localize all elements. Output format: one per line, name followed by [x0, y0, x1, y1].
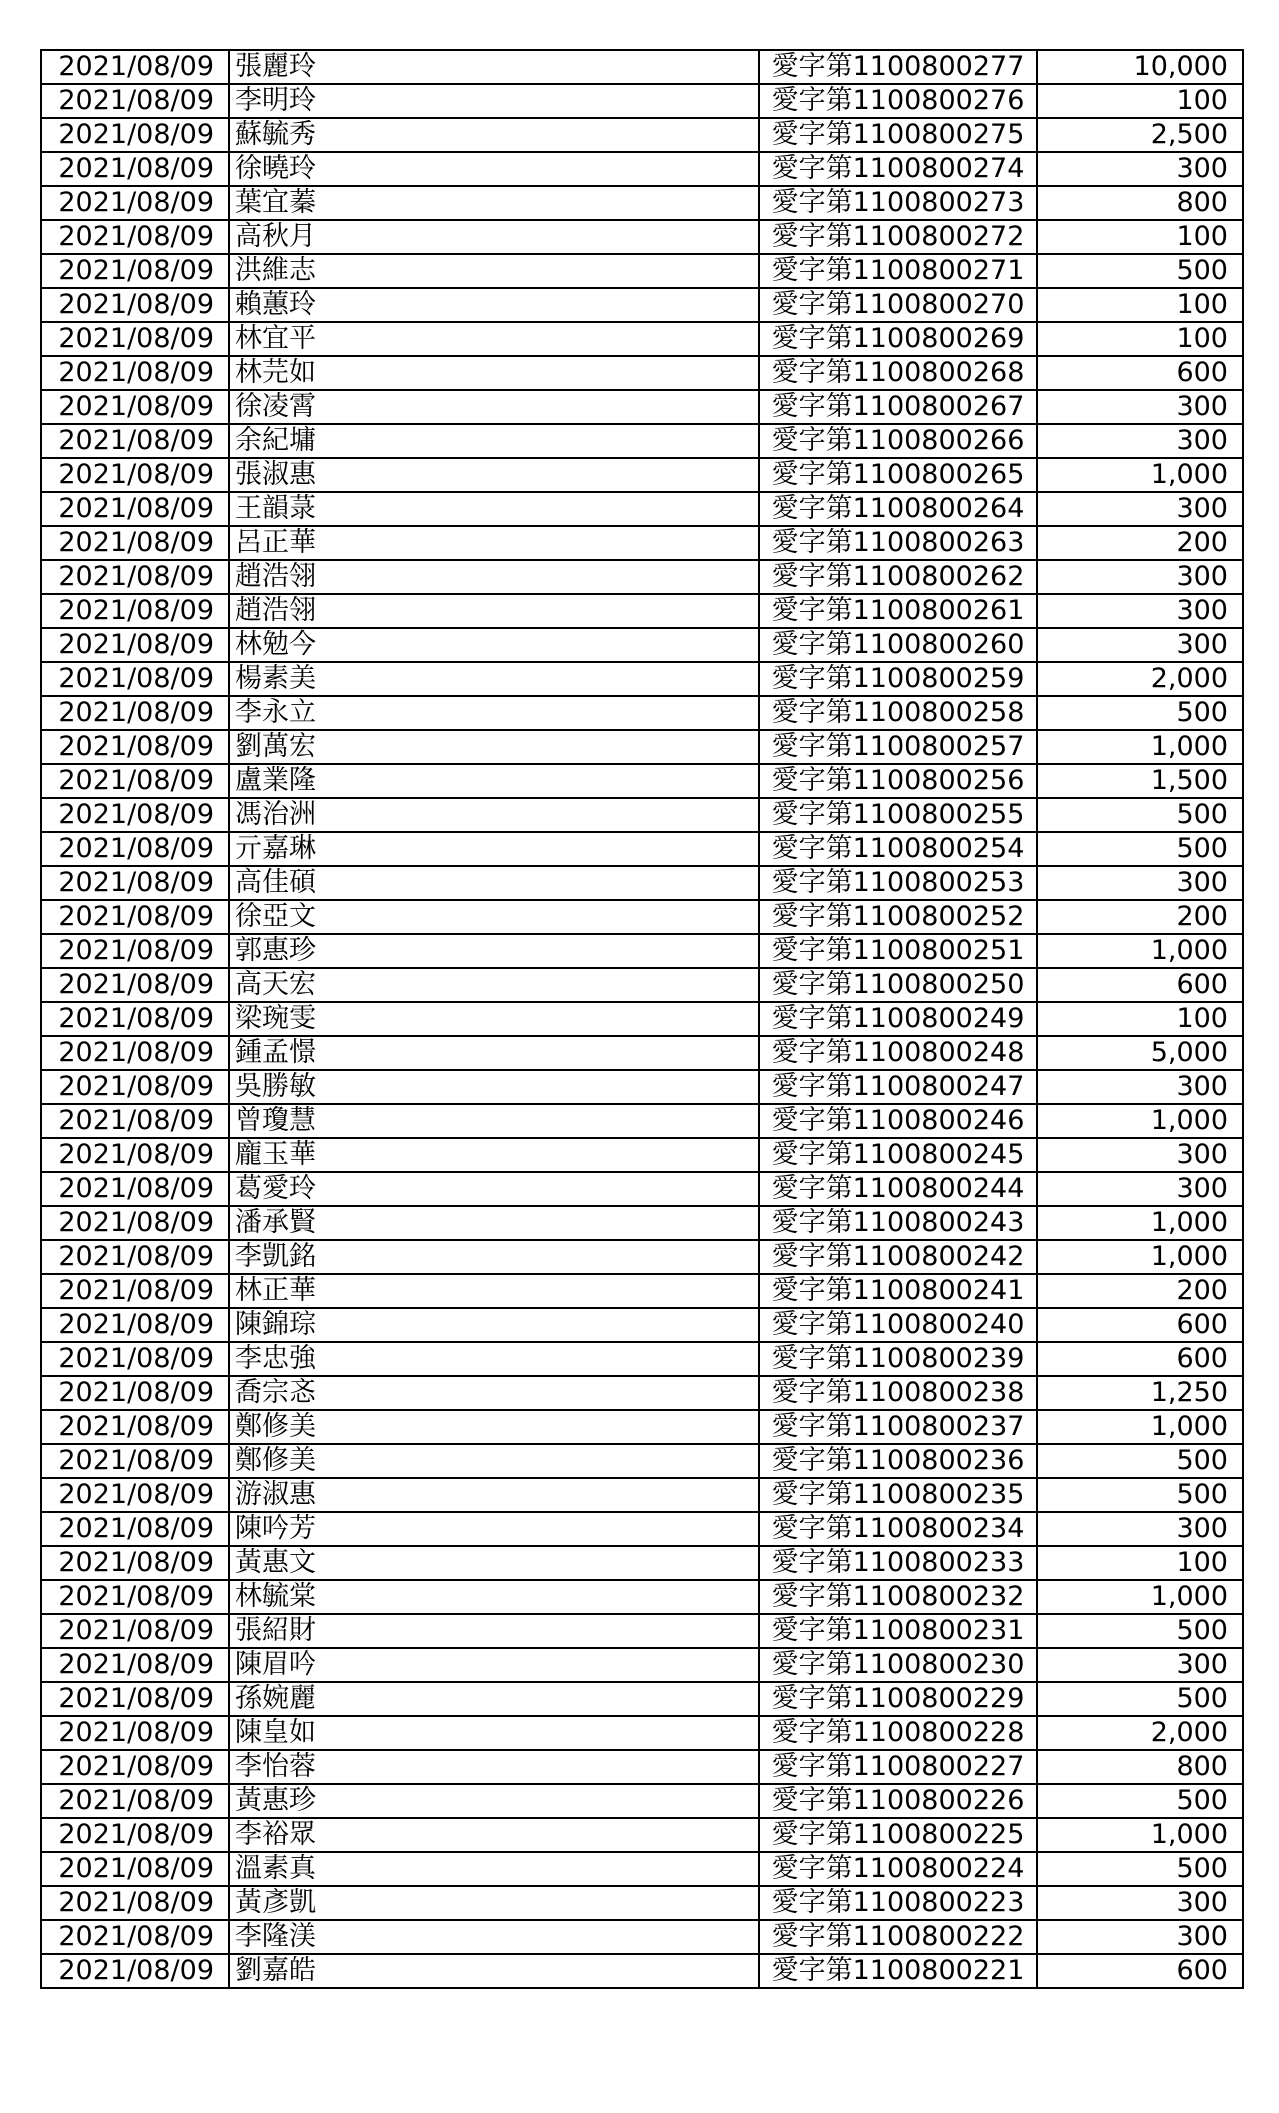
amount-cell: 2,000	[1037, 1716, 1243, 1750]
amount-cell: 300	[1037, 560, 1243, 594]
amount-cell: 300	[1037, 866, 1243, 900]
donor-name-cell: 鄭修美	[229, 1410, 759, 1444]
amount-cell: 1,000	[1037, 1580, 1243, 1614]
date-cell: 2021/08/09	[41, 1206, 229, 1240]
receipt-number-cell: 愛字第1100800263	[759, 526, 1037, 560]
date-cell: 2021/08/09	[41, 1138, 229, 1172]
table-row	[41, 1104, 1243, 1138]
table-row	[41, 1648, 1243, 1682]
date-cell: 2021/08/09	[41, 1852, 229, 1886]
receipt-number-cell: 愛字第1100800230	[759, 1648, 1037, 1682]
table-row	[41, 1308, 1243, 1342]
donor-name-cell: 郭惠珍	[229, 934, 759, 968]
donor-name-cell: 馮治洲	[229, 798, 759, 832]
amount-cell: 500	[1037, 1478, 1243, 1512]
receipt-number-cell: 愛字第1100800236	[759, 1444, 1037, 1478]
donor-name-cell: 陳錦琮	[229, 1308, 759, 1342]
table-row	[41, 1206, 1243, 1240]
donor-name-cell: 林芫如	[229, 356, 759, 390]
table-row	[41, 1240, 1243, 1274]
amount-cell: 300	[1037, 390, 1243, 424]
table-row	[41, 254, 1243, 288]
donor-name-cell: 呂正華	[229, 526, 759, 560]
date-cell: 2021/08/09	[41, 1954, 229, 1988]
table-row	[41, 764, 1243, 798]
table-row	[41, 968, 1243, 1002]
donor-name-cell: 王韻菉	[229, 492, 759, 526]
donor-name-cell: 陳皇如	[229, 1716, 759, 1750]
amount-cell: 500	[1037, 696, 1243, 730]
table-row	[41, 1342, 1243, 1376]
receipt-number-cell: 愛字第1100800274	[759, 152, 1037, 186]
donor-name-cell: 高天宏	[229, 968, 759, 1002]
table-row	[41, 1138, 1243, 1172]
date-cell: 2021/08/09	[41, 1070, 229, 1104]
amount-cell: 300	[1037, 1920, 1243, 1954]
table-row	[41, 730, 1243, 764]
table-row	[41, 1920, 1243, 1954]
table-row	[41, 1580, 1243, 1614]
table-row	[41, 1274, 1243, 1308]
date-cell: 2021/08/09	[41, 492, 229, 526]
table-row	[41, 866, 1243, 900]
receipt-number-cell: 愛字第1100800262	[759, 560, 1037, 594]
receipt-number-cell: 愛字第1100800239	[759, 1342, 1037, 1376]
donor-name-cell: 黃彥凱	[229, 1886, 759, 1920]
receipt-number-cell: 愛字第1100800261	[759, 594, 1037, 628]
table-row	[41, 798, 1243, 832]
receipt-number-cell: 愛字第1100800243	[759, 1206, 1037, 1240]
receipt-number-cell: 愛字第1100800260	[759, 628, 1037, 662]
table-row	[41, 1512, 1243, 1546]
table-row	[41, 560, 1243, 594]
amount-cell: 500	[1037, 832, 1243, 866]
donor-name-cell: 高佳碩	[229, 866, 759, 900]
date-cell: 2021/08/09	[41, 1716, 229, 1750]
table-row	[41, 458, 1243, 492]
amount-cell: 200	[1037, 900, 1243, 934]
amount-cell: 500	[1037, 1784, 1243, 1818]
receipt-number-cell: 愛字第1100800246	[759, 1104, 1037, 1138]
receipt-number-cell: 愛字第1100800225	[759, 1818, 1037, 1852]
table-row	[41, 1444, 1243, 1478]
table-row	[41, 492, 1243, 526]
receipt-number-cell: 愛字第1100800277	[759, 50, 1037, 84]
donor-name-cell: 潘承賢	[229, 1206, 759, 1240]
donor-name-cell: 徐曉玲	[229, 152, 759, 186]
date-cell: 2021/08/09	[41, 50, 229, 84]
donor-name-cell: 林毓棠	[229, 1580, 759, 1614]
donor-name-cell: 林勉今	[229, 628, 759, 662]
amount-cell: 1,000	[1037, 1818, 1243, 1852]
receipt-number-cell: 愛字第1100800240	[759, 1308, 1037, 1342]
receipt-number-cell: 愛字第1100800275	[759, 118, 1037, 152]
amount-cell: 300	[1037, 594, 1243, 628]
date-cell: 2021/08/09	[41, 1444, 229, 1478]
donor-name-cell: 葛愛玲	[229, 1172, 759, 1206]
date-cell: 2021/08/09	[41, 662, 229, 696]
amount-cell: 300	[1037, 424, 1243, 458]
date-cell: 2021/08/09	[41, 866, 229, 900]
amount-cell: 100	[1037, 1546, 1243, 1580]
date-cell: 2021/08/09	[41, 322, 229, 356]
donor-name-cell: 鍾孟憬	[229, 1036, 759, 1070]
donor-name-cell: 李永立	[229, 696, 759, 730]
date-cell: 2021/08/09	[41, 1614, 229, 1648]
date-cell: 2021/08/09	[41, 526, 229, 560]
amount-cell: 600	[1037, 968, 1243, 1002]
receipt-number-cell: 愛字第1100800266	[759, 424, 1037, 458]
table-row	[41, 1546, 1243, 1580]
table-row	[41, 1716, 1243, 1750]
receipt-number-cell: 愛字第1100800222	[759, 1920, 1037, 1954]
amount-cell: 2,000	[1037, 662, 1243, 696]
donor-name-cell: 游淑惠	[229, 1478, 759, 1512]
donor-name-cell: 林宜平	[229, 322, 759, 356]
amount-cell: 300	[1037, 1512, 1243, 1546]
donor-name-cell: 溫素真	[229, 1852, 759, 1886]
table-row	[41, 1750, 1243, 1784]
receipt-number-cell: 愛字第1100800270	[759, 288, 1037, 322]
table-row	[41, 1682, 1243, 1716]
amount-cell: 800	[1037, 1750, 1243, 1784]
receipt-number-cell: 愛字第1100800229	[759, 1682, 1037, 1716]
table-row	[41, 1852, 1243, 1886]
receipt-number-cell: 愛字第1100800237	[759, 1410, 1037, 1444]
date-cell: 2021/08/09	[41, 900, 229, 934]
date-cell: 2021/08/09	[41, 1750, 229, 1784]
receipt-number-cell: 愛字第1100800244	[759, 1172, 1037, 1206]
date-cell: 2021/08/09	[41, 1308, 229, 1342]
date-cell: 2021/08/09	[41, 356, 229, 390]
table-row	[41, 1886, 1243, 1920]
date-cell: 2021/08/09	[41, 1410, 229, 1444]
donor-name-cell: 張紹財	[229, 1614, 759, 1648]
table-row	[41, 1172, 1243, 1206]
receipt-number-cell: 愛字第1100800242	[759, 1240, 1037, 1274]
date-cell: 2021/08/09	[41, 1546, 229, 1580]
donor-name-cell: 李隆渼	[229, 1920, 759, 1954]
donor-name-cell: 趙浩翎	[229, 560, 759, 594]
table-row	[41, 1002, 1243, 1036]
receipt-number-cell: 愛字第1100800221	[759, 1954, 1037, 1988]
date-cell: 2021/08/09	[41, 628, 229, 662]
donor-name-cell: 蘇毓秀	[229, 118, 759, 152]
donation-table-body	[41, 50, 1243, 1988]
amount-cell: 500	[1037, 254, 1243, 288]
date-cell: 2021/08/09	[41, 764, 229, 798]
receipt-number-cell: 愛字第1100800252	[759, 900, 1037, 934]
donor-name-cell: 賴蕙玲	[229, 288, 759, 322]
receipt-number-cell: 愛字第1100800268	[759, 356, 1037, 390]
date-cell: 2021/08/09	[41, 1274, 229, 1308]
date-cell: 2021/08/09	[41, 390, 229, 424]
receipt-number-cell: 愛字第1100800255	[759, 798, 1037, 832]
date-cell: 2021/08/09	[41, 934, 229, 968]
date-cell: 2021/08/09	[41, 1002, 229, 1036]
receipt-number-cell: 愛字第1100800265	[759, 458, 1037, 492]
date-cell: 2021/08/09	[41, 186, 229, 220]
amount-cell: 100	[1037, 1002, 1243, 1036]
table-row	[41, 50, 1243, 84]
receipt-number-cell: 愛字第1100800248	[759, 1036, 1037, 1070]
table-row	[41, 322, 1243, 356]
amount-cell: 500	[1037, 1614, 1243, 1648]
receipt-number-cell: 愛字第1100800251	[759, 934, 1037, 968]
receipt-number-cell: 愛字第1100800271	[759, 254, 1037, 288]
amount-cell: 100	[1037, 322, 1243, 356]
date-cell: 2021/08/09	[41, 730, 229, 764]
date-cell: 2021/08/09	[41, 1240, 229, 1274]
amount-cell: 1,000	[1037, 1104, 1243, 1138]
receipt-number-cell: 愛字第1100800238	[759, 1376, 1037, 1410]
table-row	[41, 1410, 1243, 1444]
donor-name-cell: 張麗玲	[229, 50, 759, 84]
amount-cell: 10,000	[1037, 50, 1243, 84]
amount-cell: 500	[1037, 1852, 1243, 1886]
date-cell: 2021/08/09	[41, 1818, 229, 1852]
amount-cell: 500	[1037, 1682, 1243, 1716]
amount-cell: 600	[1037, 1308, 1243, 1342]
amount-cell: 300	[1037, 1886, 1243, 1920]
table-row	[41, 1818, 1243, 1852]
amount-cell: 200	[1037, 1274, 1243, 1308]
donor-name-cell: 喬宗忞	[229, 1376, 759, 1410]
table-row	[41, 594, 1243, 628]
receipt-number-cell: 愛字第1100800249	[759, 1002, 1037, 1036]
donor-name-cell: 劉嘉皓	[229, 1954, 759, 1988]
amount-cell: 1,000	[1037, 730, 1243, 764]
date-cell: 2021/08/09	[41, 1376, 229, 1410]
donor-name-cell: 李明玲	[229, 84, 759, 118]
date-cell: 2021/08/09	[41, 424, 229, 458]
donor-name-cell: 梁琬雯	[229, 1002, 759, 1036]
receipt-number-cell: 愛字第1100800257	[759, 730, 1037, 764]
table-row	[41, 1070, 1243, 1104]
receipt-number-cell: 愛字第1100800264	[759, 492, 1037, 526]
amount-cell: 500	[1037, 798, 1243, 832]
table-row	[41, 288, 1243, 322]
amount-cell: 600	[1037, 1342, 1243, 1376]
receipt-number-cell: 愛字第1100800227	[759, 1750, 1037, 1784]
date-cell: 2021/08/09	[41, 220, 229, 254]
table-row	[41, 900, 1243, 934]
table-row	[41, 152, 1243, 186]
receipt-number-cell: 愛字第1100800272	[759, 220, 1037, 254]
date-cell: 2021/08/09	[41, 1036, 229, 1070]
date-cell: 2021/08/09	[41, 118, 229, 152]
amount-cell: 600	[1037, 1954, 1243, 1988]
donor-name-cell: 洪維志	[229, 254, 759, 288]
donor-name-cell: 亓嘉琳	[229, 832, 759, 866]
amount-cell: 1,250	[1037, 1376, 1243, 1410]
receipt-number-cell: 愛字第1100800232	[759, 1580, 1037, 1614]
table-row	[41, 1954, 1243, 1988]
amount-cell: 100	[1037, 84, 1243, 118]
donor-name-cell: 李怡蓉	[229, 1750, 759, 1784]
table-row	[41, 628, 1243, 662]
table-row	[41, 526, 1243, 560]
donor-name-cell: 陳眉吟	[229, 1648, 759, 1682]
date-cell: 2021/08/09	[41, 594, 229, 628]
amount-cell: 100	[1037, 288, 1243, 322]
date-cell: 2021/08/09	[41, 1886, 229, 1920]
donor-name-cell: 龐玉華	[229, 1138, 759, 1172]
date-cell: 2021/08/09	[41, 1648, 229, 1682]
date-cell: 2021/08/09	[41, 968, 229, 1002]
receipt-number-cell: 愛字第1100800247	[759, 1070, 1037, 1104]
receipt-number-cell: 愛字第1100800234	[759, 1512, 1037, 1546]
donor-name-cell: 李凱銘	[229, 1240, 759, 1274]
amount-cell: 1,000	[1037, 1410, 1243, 1444]
receipt-number-cell: 愛字第1100800226	[759, 1784, 1037, 1818]
amount-cell: 200	[1037, 526, 1243, 560]
donor-name-cell: 黃惠文	[229, 1546, 759, 1580]
table-row	[41, 1614, 1243, 1648]
date-cell: 2021/08/09	[41, 1104, 229, 1138]
date-cell: 2021/08/09	[41, 1784, 229, 1818]
date-cell: 2021/08/09	[41, 254, 229, 288]
receipt-number-cell: 愛字第1100800250	[759, 968, 1037, 1002]
date-cell: 2021/08/09	[41, 152, 229, 186]
amount-cell: 1,000	[1037, 1206, 1243, 1240]
table-row	[41, 1478, 1243, 1512]
amount-cell: 1,500	[1037, 764, 1243, 798]
amount-cell: 300	[1037, 152, 1243, 186]
donor-name-cell: 徐凌霄	[229, 390, 759, 424]
date-cell: 2021/08/09	[41, 1342, 229, 1376]
amount-cell: 300	[1037, 1070, 1243, 1104]
donor-name-cell: 曾瓊慧	[229, 1104, 759, 1138]
table-row	[41, 934, 1243, 968]
date-cell: 2021/08/09	[41, 1478, 229, 1512]
receipt-number-cell: 愛字第1100800273	[759, 186, 1037, 220]
table-row	[41, 220, 1243, 254]
date-cell: 2021/08/09	[41, 696, 229, 730]
table-row	[41, 424, 1243, 458]
donor-name-cell: 李裕眾	[229, 1818, 759, 1852]
date-cell: 2021/08/09	[41, 832, 229, 866]
amount-cell: 100	[1037, 220, 1243, 254]
table-row	[41, 186, 1243, 220]
receipt-number-cell: 愛字第1100800223	[759, 1886, 1037, 1920]
donor-name-cell: 盧業隆	[229, 764, 759, 798]
receipt-number-cell: 愛字第1100800241	[759, 1274, 1037, 1308]
donation-table	[40, 49, 1244, 1989]
date-cell: 2021/08/09	[41, 84, 229, 118]
table-row	[41, 84, 1243, 118]
amount-cell: 500	[1037, 1444, 1243, 1478]
receipt-number-cell: 愛字第1100800253	[759, 866, 1037, 900]
date-cell: 2021/08/09	[41, 1920, 229, 1954]
donor-name-cell: 李忠強	[229, 1342, 759, 1376]
date-cell: 2021/08/09	[41, 1512, 229, 1546]
donor-name-cell: 葉宜蓁	[229, 186, 759, 220]
receipt-number-cell: 愛字第1100800224	[759, 1852, 1037, 1886]
donor-name-cell: 高秋月	[229, 220, 759, 254]
date-cell: 2021/08/09	[41, 560, 229, 594]
date-cell: 2021/08/09	[41, 1580, 229, 1614]
amount-cell: 2,500	[1037, 118, 1243, 152]
receipt-number-cell: 愛字第1100800256	[759, 764, 1037, 798]
date-cell: 2021/08/09	[41, 458, 229, 492]
table-row	[41, 1036, 1243, 1070]
receipt-number-cell: 愛字第1100800231	[759, 1614, 1037, 1648]
date-cell: 2021/08/09	[41, 798, 229, 832]
date-cell: 2021/08/09	[41, 288, 229, 322]
table-row	[41, 1376, 1243, 1410]
receipt-number-cell: 愛字第1100800269	[759, 322, 1037, 356]
amount-cell: 300	[1037, 1172, 1243, 1206]
table-row	[41, 356, 1243, 390]
amount-cell: 300	[1037, 492, 1243, 526]
receipt-number-cell: 愛字第1100800233	[759, 1546, 1037, 1580]
donor-name-cell: 林正華	[229, 1274, 759, 1308]
table-row	[41, 390, 1243, 424]
donor-name-cell: 陳吟芳	[229, 1512, 759, 1546]
amount-cell: 800	[1037, 186, 1243, 220]
date-cell: 2021/08/09	[41, 1682, 229, 1716]
receipt-number-cell: 愛字第1100800254	[759, 832, 1037, 866]
table-row	[41, 696, 1243, 730]
receipt-number-cell: 愛字第1100800276	[759, 84, 1037, 118]
table-row	[41, 832, 1243, 866]
receipt-number-cell: 愛字第1100800267	[759, 390, 1037, 424]
donor-name-cell: 鄭修美	[229, 1444, 759, 1478]
receipt-number-cell: 愛字第1100800258	[759, 696, 1037, 730]
amount-cell: 600	[1037, 356, 1243, 390]
donor-name-cell: 劉萬宏	[229, 730, 759, 764]
amount-cell: 300	[1037, 1648, 1243, 1682]
table-row	[41, 118, 1243, 152]
table-row	[41, 662, 1243, 696]
receipt-number-cell: 愛字第1100800235	[759, 1478, 1037, 1512]
date-cell: 2021/08/09	[41, 1172, 229, 1206]
donor-name-cell: 徐亞文	[229, 900, 759, 934]
amount-cell: 1,000	[1037, 934, 1243, 968]
amount-cell: 1,000	[1037, 458, 1243, 492]
donor-name-cell: 張淑惠	[229, 458, 759, 492]
amount-cell: 300	[1037, 628, 1243, 662]
amount-cell: 5,000	[1037, 1036, 1243, 1070]
receipt-number-cell: 愛字第1100800245	[759, 1138, 1037, 1172]
donor-name-cell: 黃惠珍	[229, 1784, 759, 1818]
receipt-number-cell: 愛字第1100800228	[759, 1716, 1037, 1750]
donor-name-cell: 孫婉麗	[229, 1682, 759, 1716]
donor-name-cell: 余紀墉	[229, 424, 759, 458]
donor-name-cell: 吳勝敏	[229, 1070, 759, 1104]
donor-name-cell: 楊素美	[229, 662, 759, 696]
receipt-number-cell: 愛字第1100800259	[759, 662, 1037, 696]
donor-name-cell: 趙浩翎	[229, 594, 759, 628]
table-row	[41, 1784, 1243, 1818]
amount-cell: 1,000	[1037, 1240, 1243, 1274]
amount-cell: 300	[1037, 1138, 1243, 1172]
